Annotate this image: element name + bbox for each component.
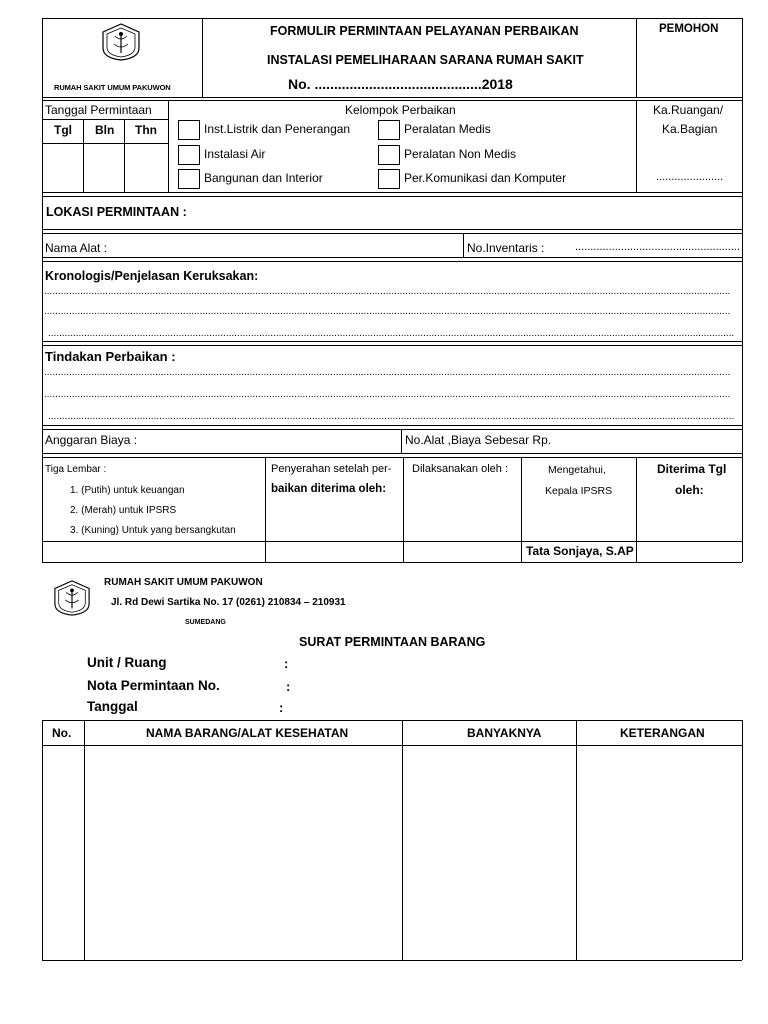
- thn-label: Thn: [135, 123, 157, 137]
- dilaksanakan-label: Dilaksanakan oleh :: [412, 463, 509, 475]
- penyerahan-label-2: baikan diterima oleh:: [271, 483, 387, 495]
- tgl-label: Tgl: [54, 123, 72, 137]
- tindakan-line-1[interactable]: .......................................................................................................................................................................................................................................................: [44, 368, 731, 378]
- lembar-item-1: 1. (Putih) untuk keuangan: [70, 485, 185, 496]
- unit-ruang-colon: :: [284, 656, 289, 671]
- tiga-lembar-label: Tiga Lembar :: [45, 464, 107, 475]
- option-non-medis: Peralatan Non Medis: [404, 147, 517, 161]
- unit-ruang-label: Unit / Ruang: [87, 655, 167, 670]
- col-header-nama-barang: NAMA BARANG/ALAT KESEHATAN: [146, 726, 349, 740]
- kronologis-line-3[interactable]: .......................................................................................................................................................................................................................................................: [48, 329, 735, 339]
- kronologis-line-1[interactable]: .......................................................................................................................................................................................................................................................: [44, 287, 731, 297]
- option-medis: Peralatan Medis: [404, 122, 491, 136]
- diterima-label-2: oleh:: [675, 483, 704, 497]
- checkbox-komunikasi[interactable]: [378, 169, 400, 189]
- form-title-line2: INSTALASI PEMELIHARAAN SARANA RUMAH SAKIT: [267, 53, 584, 67]
- nota-label: Nota Permintaan No.: [87, 678, 220, 693]
- lembar-item-3: 3. (Kuning) Untuk yang bersangkutan: [70, 525, 236, 536]
- hospital-address: Jl. Rd Dewi Sartika No. 17 (0261) 210834 – 210931: [111, 597, 346, 608]
- checkbox-medis[interactable]: [378, 120, 400, 140]
- checkbox-non-medis[interactable]: [378, 145, 400, 165]
- ka-signature-dots: ......................: [656, 171, 724, 183]
- tindakan-line-2[interactable]: .......................................................................................................................................................................................................................................................: [44, 390, 731, 400]
- tanggal-colon: :: [279, 700, 284, 715]
- tindakan-label: Tindakan Perbaikan :: [45, 349, 176, 364]
- nota-colon: :: [286, 679, 291, 694]
- option-bangunan: Bangunan dan Interior: [204, 171, 323, 185]
- diterima-label-1: Diterima Tgl: [657, 462, 727, 476]
- penyerahan-label-1: Penyerahan setelah per-: [271, 463, 392, 475]
- document-title: SURAT PERMINTAAN BARANG: [299, 635, 486, 649]
- hospital-city: SUMEDANG: [185, 619, 226, 626]
- ka-bagian-label: Ka.Bagian: [662, 122, 718, 136]
- checkbox-air[interactable]: [178, 145, 200, 165]
- lokasi-label: LOKASI PERMINTAAN :: [46, 205, 187, 219]
- kronologis-line-2[interactable]: .......................................................................................................................................................................................................................................................: [44, 307, 731, 317]
- col-header-no: No.: [52, 726, 72, 740]
- hospital-logo: [98, 22, 144, 62]
- no-inventaris-label: No.Inventaris :: [467, 241, 545, 255]
- lembar-item-2: 2. (Merah) untuk IPSRS: [70, 505, 177, 516]
- ka-ruangan-label: Ka.Ruangan/: [653, 103, 724, 117]
- pemohon-label: PEMOHON: [659, 23, 719, 35]
- biaya-sebesar-label: No.Alat ,Biaya Sebesar Rp.: [405, 433, 552, 447]
- tindakan-line-3[interactable]: .......................................................................................................................................................................................................................................................: [48, 412, 735, 422]
- tanggal-label: Tanggal: [87, 699, 138, 714]
- option-komunikasi: Per.Komunikasi dan Komputer: [404, 171, 567, 185]
- hospital-logo-2: [50, 579, 94, 617]
- anggaran-label: Anggaran Biaya :: [45, 433, 138, 447]
- tanggal-permintaan-label: Tanggal Permintaan: [45, 103, 152, 117]
- form-number: No. ...........................................2018: [288, 76, 513, 92]
- col-header-banyaknya: BANYAKNYA: [467, 726, 542, 740]
- hospital-name: RUMAH SAKIT UMUM PAKUWON: [104, 577, 263, 588]
- option-listrik: Inst.Listrik dan Penerangan: [204, 122, 351, 136]
- inventaris-dots: ......................................................: [575, 241, 741, 253]
- kepala-ipsrs-label: Kepala IPSRS: [545, 485, 613, 497]
- mengetahui-label: Mengetahui,: [548, 464, 606, 476]
- signatory-name: Tata Sonjaya, S.AP: [526, 544, 634, 558]
- kronologis-label: Kronologis/Penjelasan Keruksakan:: [45, 269, 259, 283]
- nama-alat-label: Nama Alat :: [45, 241, 108, 255]
- hospital-name-small: RUMAH SAKIT UMUM PAKUWON: [54, 83, 171, 92]
- form-title-line1: FORMULIR PERMINTAAN PELAYANAN PERBAIKAN: [270, 24, 579, 38]
- col-header-keterangan: KETERANGAN: [620, 726, 705, 740]
- kelompok-perbaikan-label: Kelompok Perbaikan: [345, 103, 456, 117]
- checkbox-listrik[interactable]: [178, 120, 200, 140]
- option-air: Instalasi Air: [204, 147, 266, 161]
- checkbox-bangunan[interactable]: [178, 169, 200, 189]
- bln-label: Bln: [95, 123, 115, 137]
